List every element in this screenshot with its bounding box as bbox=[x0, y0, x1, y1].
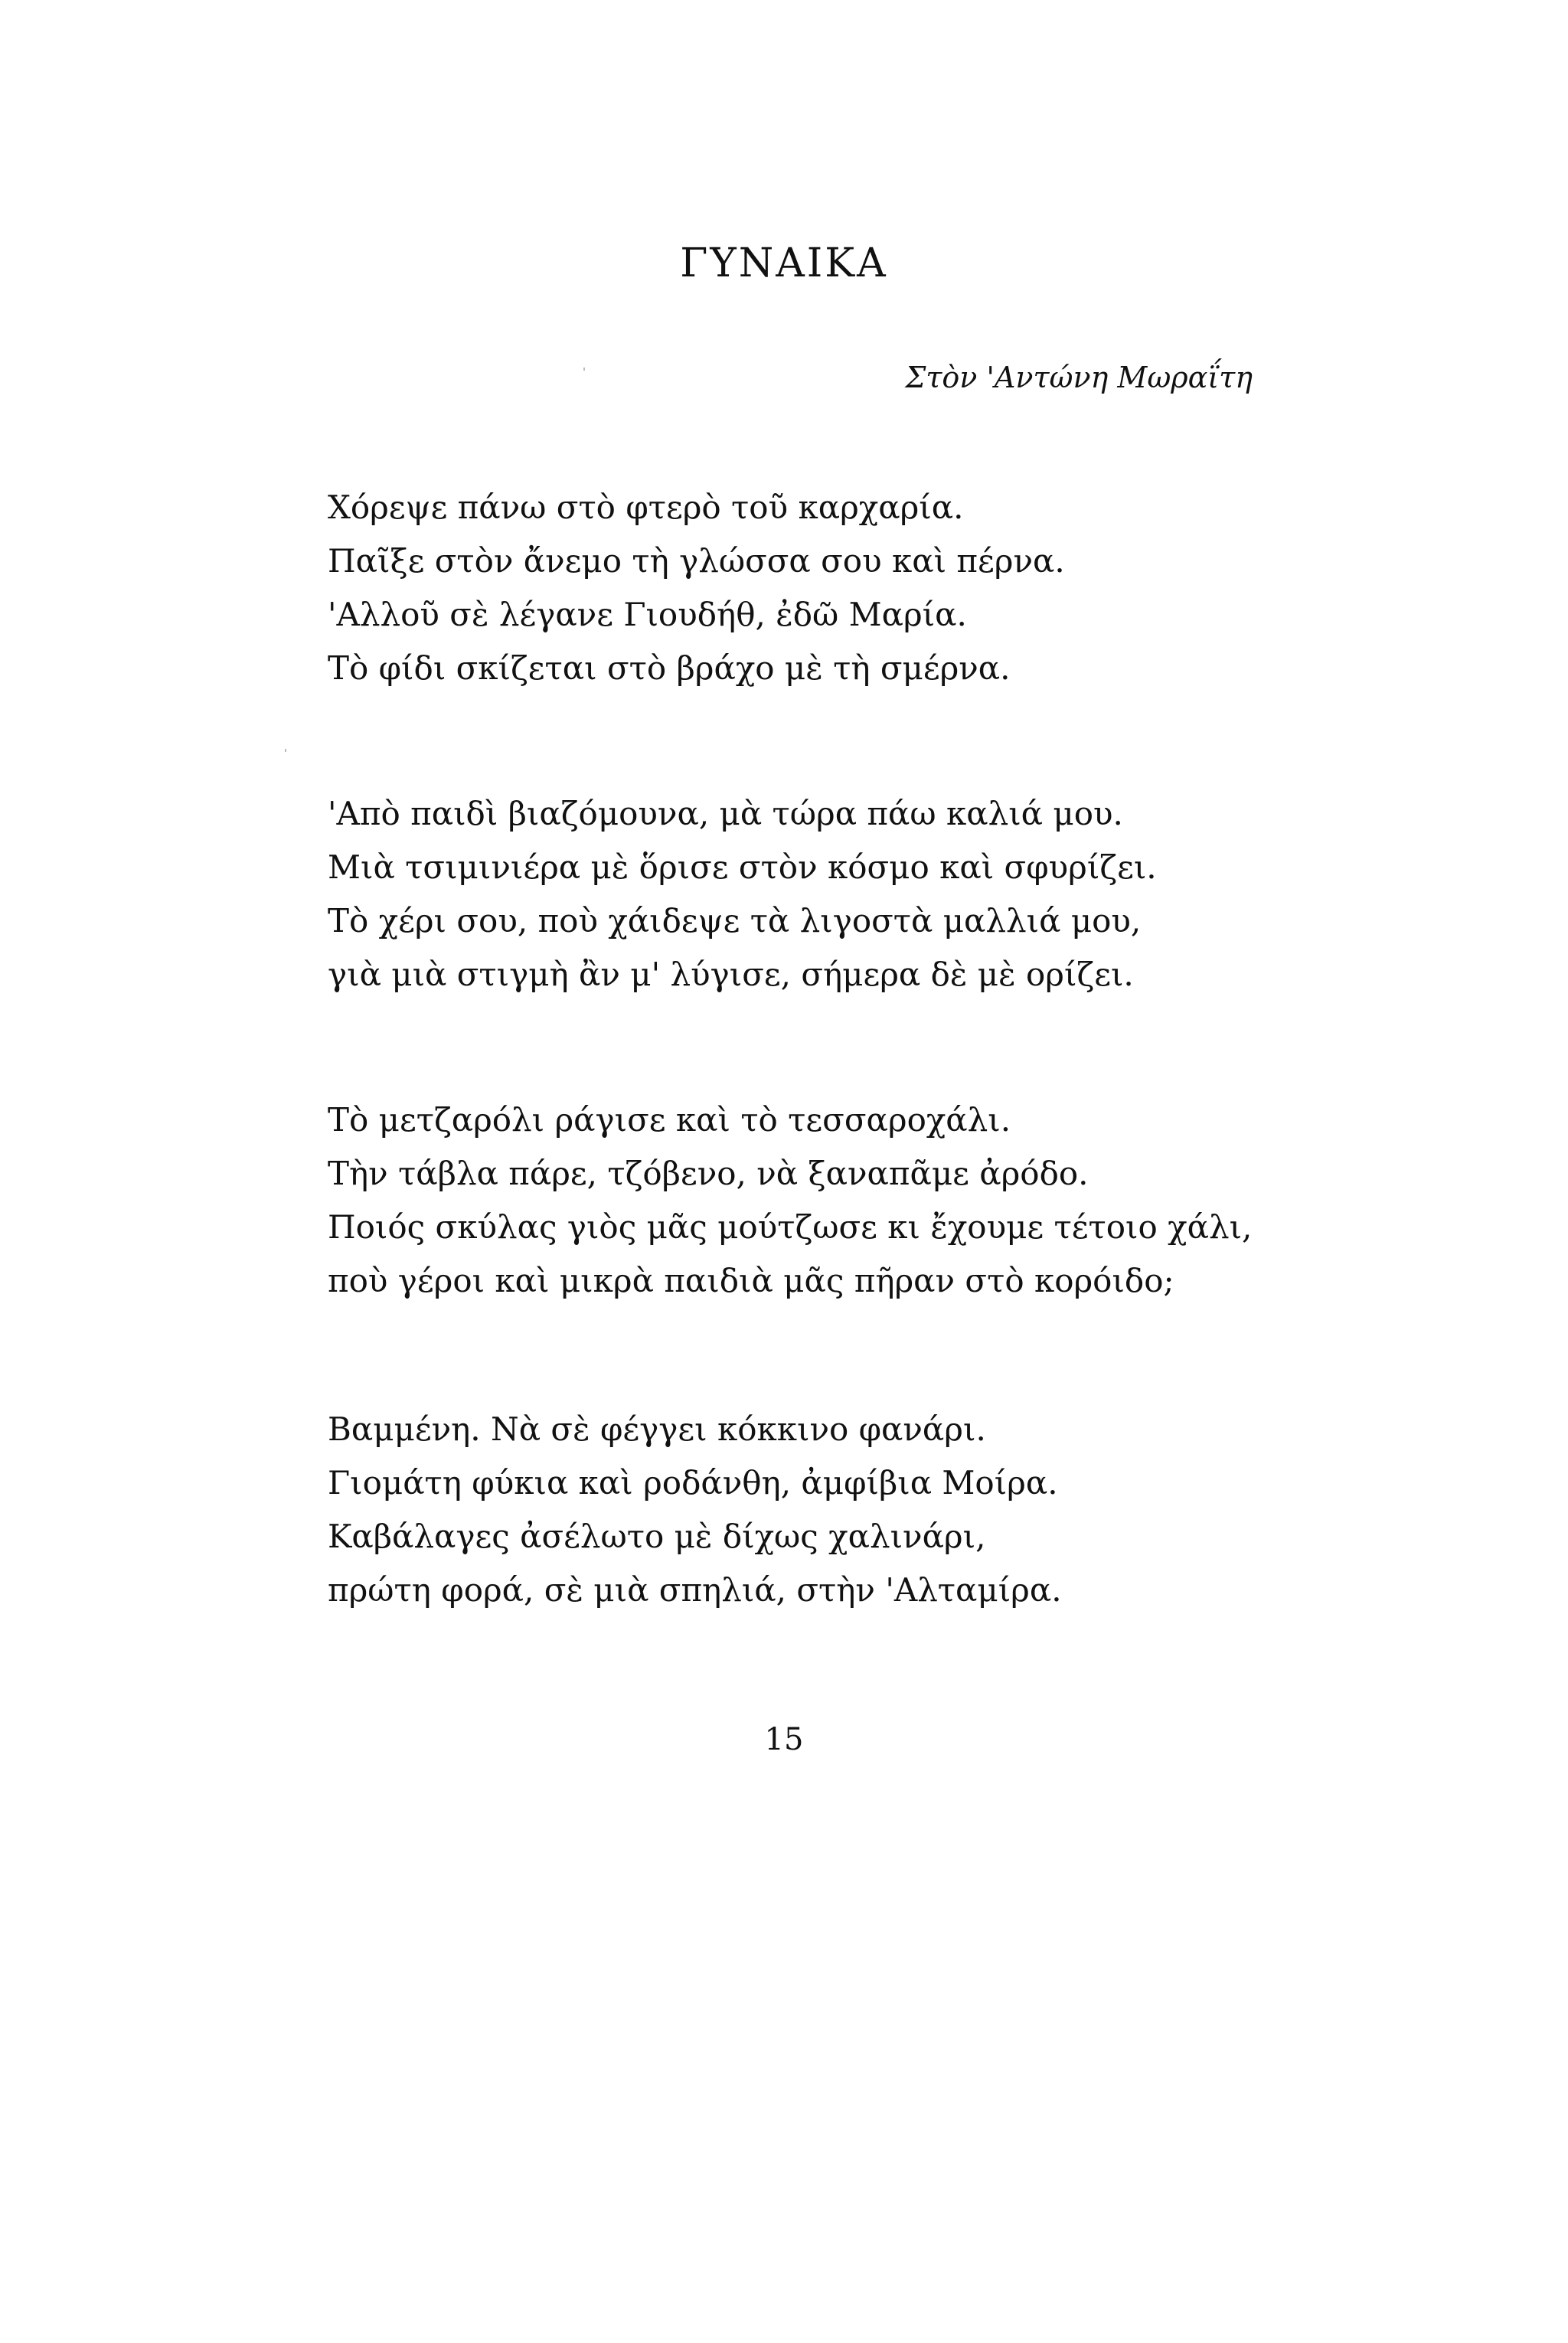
verse-line: Μιὰ τσιμινιέρα μὲ ὅρισε στὸν κόσμο καὶ σφυρίζει. bbox=[328, 848, 1157, 886]
verse-line: Καβάλαγες ἀσέλωτο μὲ δίχως χαλινάρι, bbox=[328, 1518, 986, 1555]
verse-line: Τὴν τάβλα πάρε, τζόβενο, νὰ ξαναπᾶμε ἀρόδο. bbox=[328, 1155, 1089, 1192]
verse-line: 'Αλλοῦ σὲ λέγανε Γιουδήθ, ἐδῶ Μαρία. bbox=[328, 596, 967, 633]
verse-line: Παῖξε στὸν ἄνεμο τὴ γλώσσα σου καὶ πέρνα. bbox=[328, 542, 1065, 580]
verse-line: ποὺ γέροι καὶ μικρὰ παιδιὰ μᾶς πῆραν στὸ κορόιδο; bbox=[328, 1262, 1174, 1299]
verse-line: πρώτη φορά, σὲ μιὰ σπηλιά, στὴν 'Αλταμίρα. bbox=[328, 1571, 1062, 1609]
stanza-2 bbox=[328, 787, 1157, 1002]
verse-line: Βαμμένη. Νὰ σὲ φέγγει κόκκινο φανάρι. bbox=[328, 1410, 986, 1448]
verse-line: Χόρεψε πάνω στὸ φτερὸ τοῦ καρχαρία. bbox=[328, 489, 964, 526]
stanza-4 bbox=[328, 1403, 1062, 1617]
speck bbox=[583, 368, 585, 371]
verse-line: Τὸ μετζαρόλι ράγισε καὶ τὸ τεσσαροχάλι. bbox=[328, 1101, 1011, 1139]
verse-line: γιὰ μιὰ στιγμὴ ἂν μ' λύγισε, σήμερα δὲ μὲ ορίζει. bbox=[328, 956, 1134, 993]
poem-dedication: Στὸν 'Αντώνη Μωραΐτη bbox=[905, 361, 1253, 394]
verse-line: 'Απὸ παιδὶ βιαζόμουνα, μὰ τώρα πάω καλιά μου. bbox=[328, 795, 1123, 832]
poem-title: ΓΥΝΑΙΚΑ bbox=[680, 240, 888, 286]
verse-line: Τὸ χέρι σου, ποὺ χάιδεψε τὰ λιγοστὰ μαλλιά μου, bbox=[328, 902, 1142, 939]
verse-line: Ποιός σκύλας γιὸς μᾶς μούτζωσε κι ἔχουμε τέτοιο χάλι, bbox=[328, 1208, 1253, 1246]
stanza-3 bbox=[328, 1093, 1252, 1308]
speck bbox=[285, 749, 286, 752]
stanza-1 bbox=[328, 481, 1065, 695]
verse-line: Γιομάτη φύκια καὶ ροδάνθη, ἀμφίβια Μοίρα. bbox=[328, 1464, 1058, 1502]
page-number: 15 bbox=[764, 1722, 804, 1757]
verse-line: Τὸ φίδι σκίζεται στὸ βράχο μὲ τὴ σμέρνα. bbox=[328, 649, 1011, 687]
